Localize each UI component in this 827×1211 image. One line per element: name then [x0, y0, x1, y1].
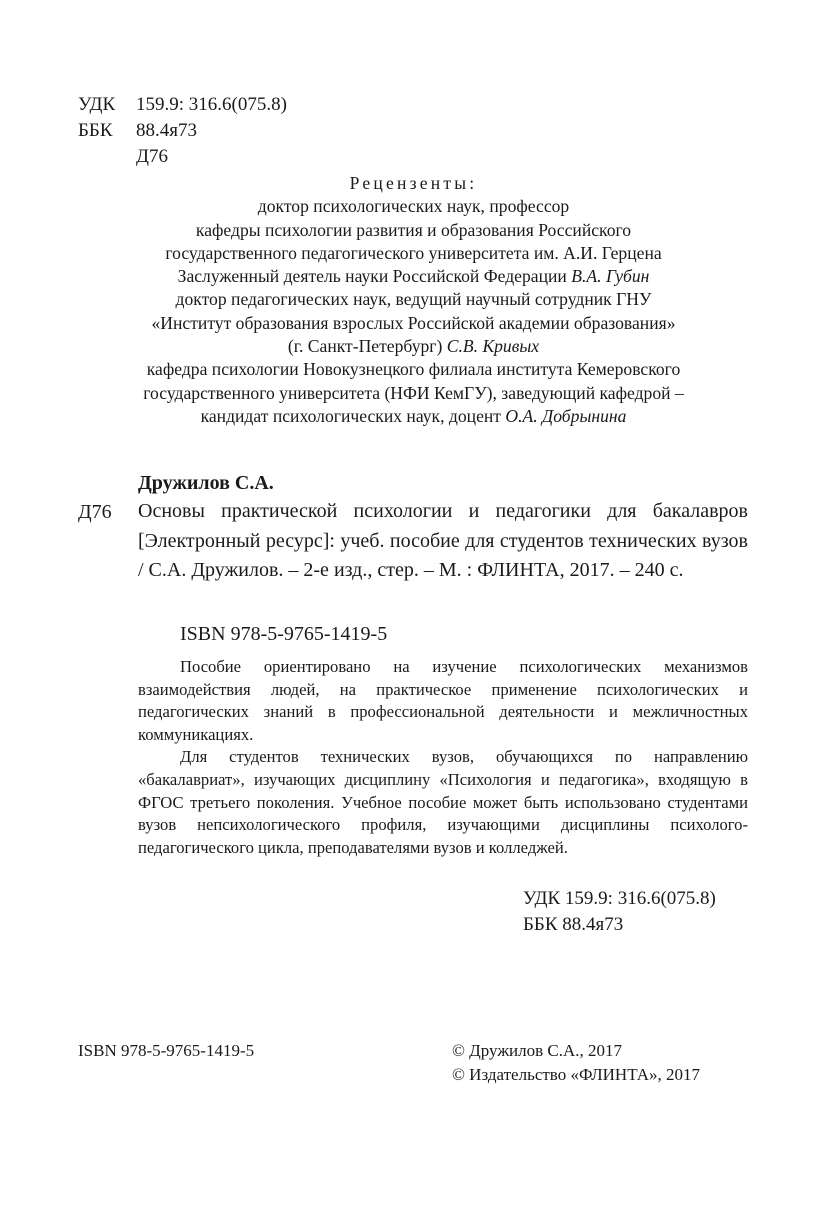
reviewer-line: государственного педагогического университета им. А.И. Герцена [165, 242, 662, 263]
reviewer-line: (г. Санкт-Петербург) С.В. Кривых [287, 336, 540, 357]
udk-value: 159.9: 316.6(075.8) [136, 94, 287, 115]
udk-row [78, 92, 287, 118]
bibliography-code: Д76 [78, 501, 112, 523]
reviewer-line: кафедры психологии развития и образования Российского [195, 219, 632, 240]
udk-footer: УДК 159.9: 316.6(075.8) [523, 888, 716, 909]
isbn: ISBN 978-5-9765-1419-5 [180, 623, 388, 645]
reviewer-line: кафедра психологии Новокузнецкого филиала института Кемеровского [146, 359, 681, 380]
copyright-publisher: © Издательство «ФЛИНТА», 2017 [452, 1065, 701, 1084]
bbk-footer: ББК 88.4я73 [523, 914, 624, 935]
copyright-block [452, 1039, 700, 1087]
classification-footer [523, 886, 716, 938]
reviewer-line: Заслуженный деятель науки Российской Федерации В.А. Губин [177, 266, 650, 287]
copyright-author: © Дружилов С.А., 2017 [452, 1041, 623, 1060]
classification-block [78, 92, 287, 170]
book-author: Дружилов С.А. [138, 472, 274, 494]
bibliographic-description: Основы практической психологии и педагогики для бакалавров [Электронный ресурс]: учеб. пособие для студентов технических вузов / С.А. Дружилов. – 2-е изд., стер. – М. : ФЛИНТА, 2017. – 240 с. [138, 500, 748, 581]
bbk-label: ББК [78, 120, 113, 141]
reviewer-name: О.А. Добрынина [505, 405, 627, 426]
abstract-paragraph: Для студентов технических вузов, обучающихся по направлению «бакалавриат», изучающих дисциплину «Психология и педагогика», входящую в ФГОС третьего поколения. Учебное пособие может быть использовано студентами вузов непсихологического профиля, изучающими дисциплины психолого-педагогического цикла, преподавателями вузов и колледжей. [138, 747, 748, 857]
reviewers-block [60, 172, 767, 428]
footer-isbn: ISBN 978-5-9765-1419-5 [78, 1041, 255, 1060]
reviewers-heading: Рецензенты: [349, 173, 478, 193]
abstract [138, 656, 748, 859]
abstract-paragraph: Пособие ориентировано на изучение психологических механизмов взаимодействия людей, на практическое применение психологических и педагогических знаний в профессиональной деятельности и межличностных коммуникациях. [138, 657, 748, 744]
author-mark: Д76 [136, 146, 168, 167]
reviewer-name: С.В. Кривых [446, 336, 540, 357]
reviewer-line: государственного университета (НФИ КемГУ), заведующий кафедрой – [143, 382, 684, 403]
bbk-row [78, 118, 287, 144]
bbk-value: 88.4я73 [136, 120, 197, 141]
reviewer-line: доктор психологических наук, профессор [257, 196, 570, 217]
reviewer-name: В.А. Губин [571, 266, 650, 287]
reviewer-line: кандидат психологических наук, доцент О.А. Добрынина [200, 405, 627, 426]
reviewer-line: доктор педагогических наук, ведущий научный сотрудник ГНУ [175, 289, 652, 310]
reviewer-line: «Институт образования взрослых Российской академии образования» [151, 312, 676, 333]
udk-label: УДК [78, 94, 116, 115]
